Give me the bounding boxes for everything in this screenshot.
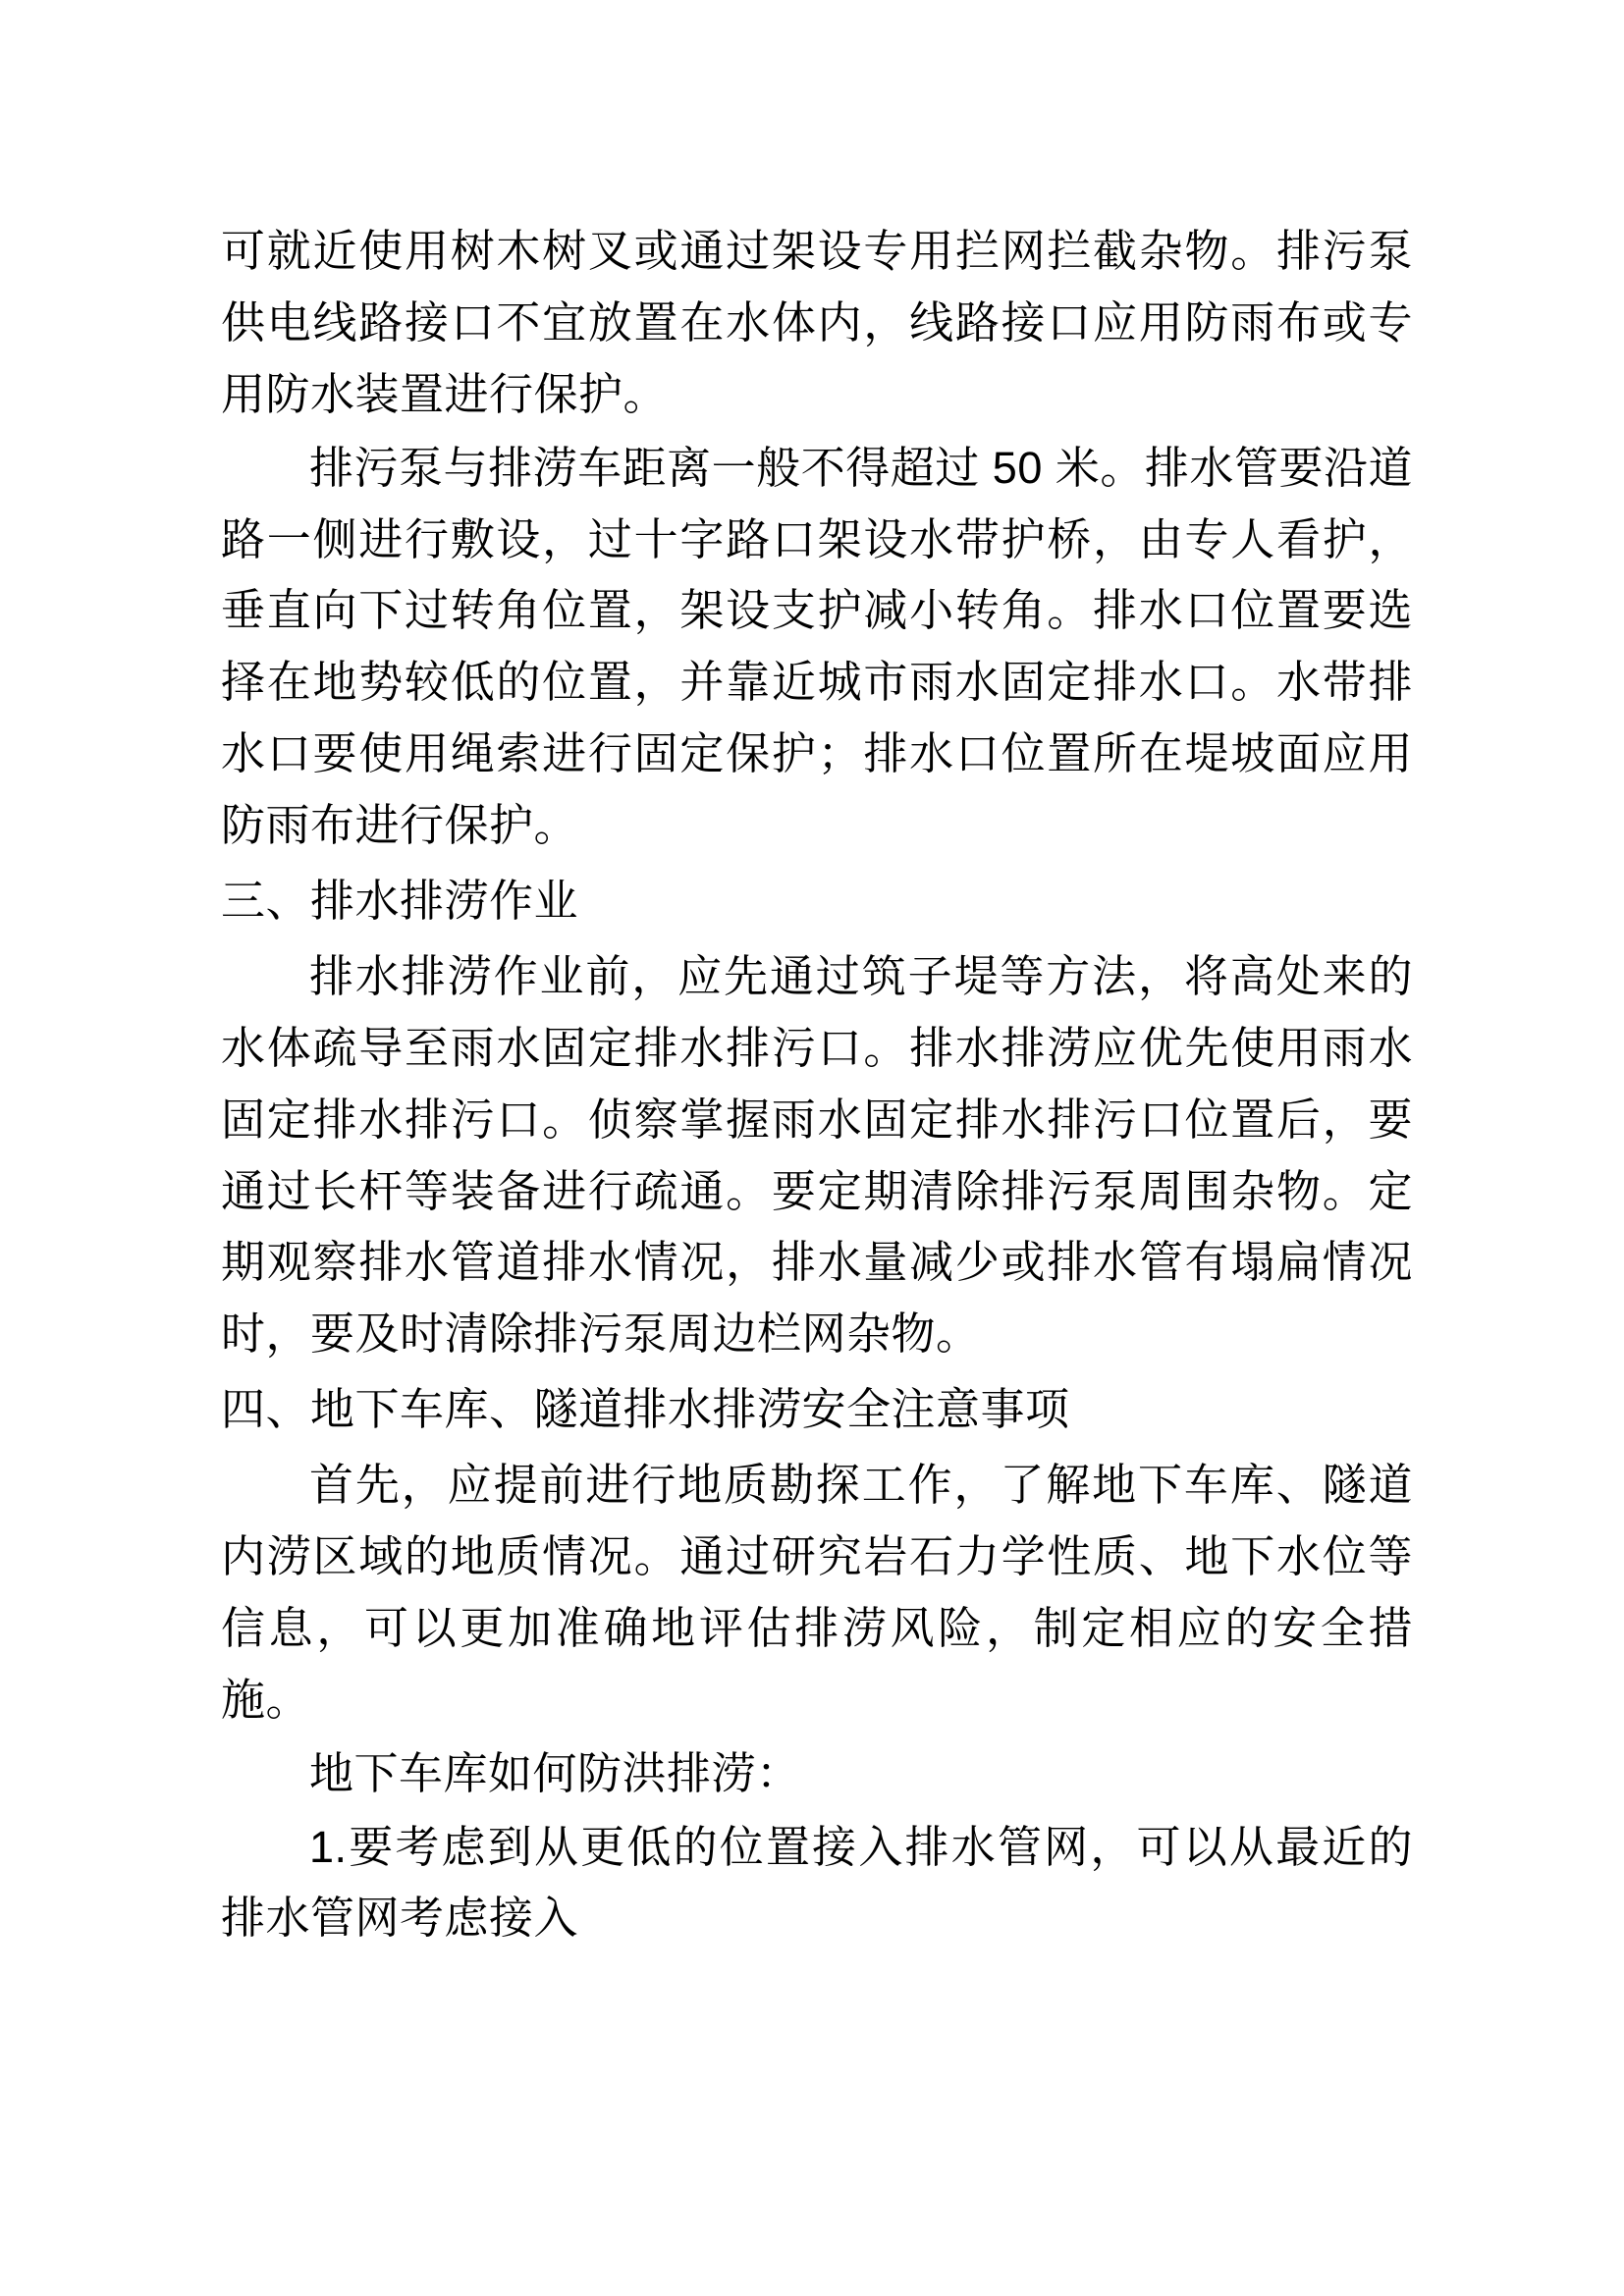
paragraph-section-three-body: 排水排涝作业前，应先通过筑子堤等方法，将高处来的水体疏导至雨水固定排水排污口。排水排涝应优先使用雨水固定排水排污口。侦察掌握雨水固定排水排污口位置后，要通过长杆等装备进行疏通。要定期清除排污泵周围杂物。定期观察排水管道排水情况，排水量减少或排水管有塌扁情况时，要及时清除排污泵周边栏网杂物。 xyxy=(221,950,1413,1360)
paragraph-item-1: 1.要考虑到从更低的位置接入排水管网，可以从最近的排水管网考虑接入 xyxy=(221,1821,1413,1944)
heading-section-three: 三、排水排涝作业 xyxy=(221,876,579,927)
heading-section-four: 四、地下车库、隧道排水排涝安全注意事项 xyxy=(221,1384,1070,1435)
paragraph-continued: 可就近使用树木树叉或通过架设专用拦网拦截杂物。排污泵供电线路接口不宜放置在水体内，线路接口应用防雨布或专用防水装置进行保护。 xyxy=(221,226,1413,419)
paragraph-garage-question: 地下车库如何防洪排涝： xyxy=(309,1747,801,1798)
paragraph-pump-distance: 排污泵与排涝车距离一般不得超过 50 米。排水管要沿道路一侧进行敷设，过十字路口架设水带护桥，由专人看护，垂直向下过转角位置，架设支护减小转角。排水口位置要选择在地势较低的位置，并靠近城市雨水固定排水口。水带排水口要使用绳索进行固定保护；排水口位置所在堤坡面应用防雨布进行保护。 xyxy=(221,442,1413,851)
document-body xyxy=(221,216,1413,1954)
paragraph-geology: 首先，应提前进行地质勘探工作，了解地下车库、隧道内涝区域的地质情况。通过研究岩石力学性质、地下水位等信息，可以更加准确地评估排涝风险，制定相应的安全措施。 xyxy=(221,1460,1413,1725)
